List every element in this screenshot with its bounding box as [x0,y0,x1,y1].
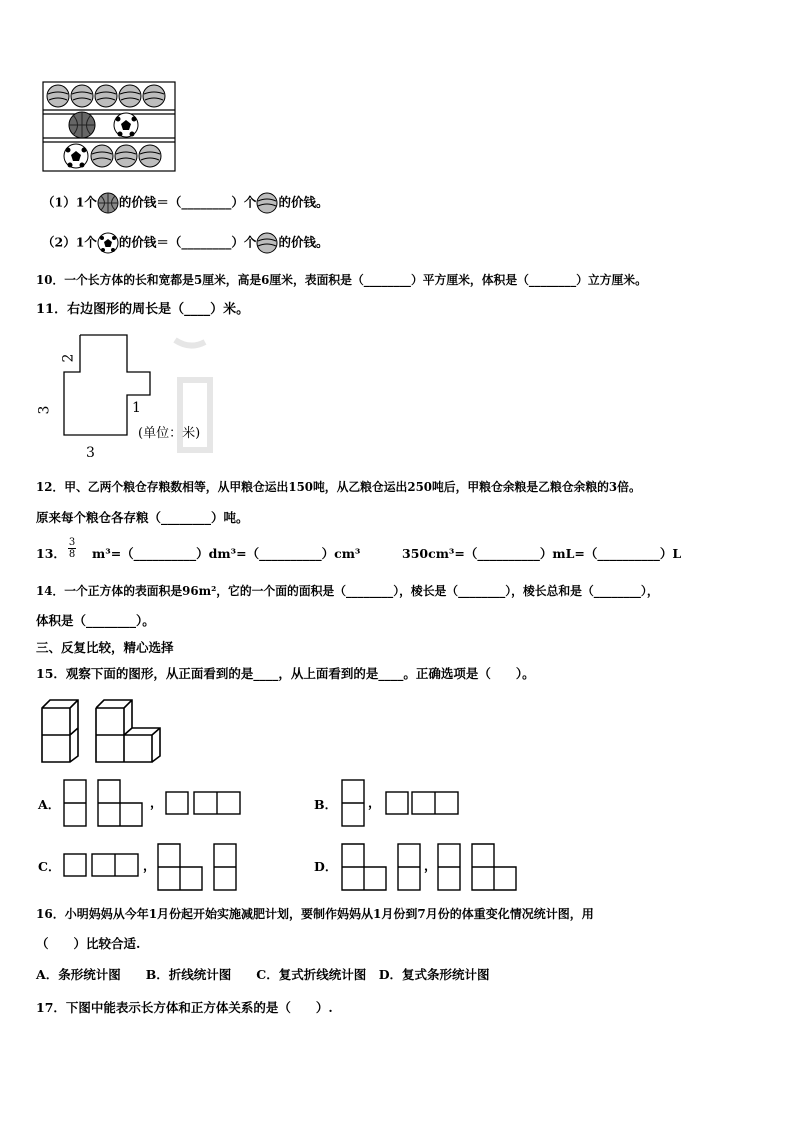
soccer-ball-icon [97,232,119,254]
cube-stack-figure [40,698,165,764]
volleyball-icon [47,85,69,107]
section-title: 三、反复比较，精心选择 [36,640,174,655]
volleyball-icon [119,85,141,107]
q16-line1: 16．小明妈妈从今年1月份起开始实施减肥计划，要制作妈妈从1月份到7月份的体重变化情况统计图，用 [36,907,594,921]
q10-text: 10．一个长方体的长和宽都是5厘米，高是6厘米，表面积是（________）平方厘米，体积是（________）立方厘米。 [36,273,647,287]
q9-line1-blank: ________ [181,194,232,210]
figure-label-bottom: 3 [86,445,95,461]
q15-option-d-label: D． [314,859,338,874]
q9-line2-blank: ________ [181,234,232,250]
volleyball-icon [95,85,117,107]
volleyball-icon [91,145,113,167]
figure-label-top: 2 [60,353,77,363]
q9-line1 [42,192,328,214]
q15-option-c-comma: ， [143,858,156,873]
q14-line2: 体积是（________）。 [36,613,155,628]
q13-fraction [68,537,76,560]
volleyball-icon [71,85,93,107]
q15-option-b-figures[interactable] [340,778,462,828]
q9-line1-suffix: 的价钱。 [278,194,329,210]
volleyball-icon [139,145,161,167]
q11-text: 11．右边图形的周长是（____）米。 [36,302,250,317]
q13-part2: 350cm³=（__________）mL=（__________）L [402,546,682,561]
soccer-ball-icon [114,113,138,137]
basketball-icon [69,112,95,138]
q12-line2: 原来每个粮仓各存粮（________）吨。 [36,510,249,525]
volleyball-icon [143,85,165,107]
q15-option-a-label: A． [38,797,61,812]
ball-shelf-figure [40,80,180,175]
q15-text: 15．观察下面的图形，从正面看到的是____，从上面看到的是____。正确选项是（ ）。 [36,666,535,681]
q12-line1: 12．甲、乙两个粮仓存粮数相等，从甲粮仓运出150吨，从乙粮仓运出250吨后，甲粮仓余粮是乙粮仓余粮的3倍。 [36,480,641,494]
q17-text: 17．下图中能表示长方体和正方体关系的是（ ）. [36,1000,333,1015]
q15-option-b-label: B． [314,797,338,812]
q9-line1-after: ）个 [231,194,257,210]
basketball-icon [97,192,119,214]
soccer-ball-icon [64,144,88,168]
q13-num: 13． [36,546,66,561]
q14-line1: 14．一个正方体的表面积是96m²，它的一个面的面积是（________），棱长是（________），棱长总和是（________）， [36,584,659,598]
q9-line2-after: ）个 [231,234,257,250]
q16-line2: （ ）比较合适. [36,936,141,951]
q9-line2-suffix: 的价钱。 [278,234,329,250]
q9-line2 [42,232,328,254]
q13-part1: m³=（__________）dm³=（__________）cm³ [92,546,361,561]
figure-label-left: 3 [36,405,53,415]
volleyball-icon [256,192,278,214]
q15-option-b-comma: ， [368,795,381,810]
q9-line2-prefix: （2）1个 [42,234,97,250]
figure-unit-label: (单位：米) [138,426,201,441]
q15-option-a-comma: ， [150,795,163,810]
q9-line1-prefix: （1）1个 [42,194,97,210]
q13-frac-den: 8 [68,549,76,560]
q9-line2-mid: 的价钱＝（ [118,234,182,250]
q15-option-d-comma: ， [424,858,437,873]
q16-options: A．条形统计图 B．折线统计图 C．复式折线统计图 D．复式条形统计图 [36,967,490,982]
q9-line1-mid: 的价钱＝（ [118,194,182,210]
figure-label-right: 1 [132,400,141,416]
q15-option-c-label: C． [38,859,61,874]
volleyball-icon [256,232,278,254]
volleyball-icon [115,145,137,167]
q13-frac-num: 3 [68,537,76,548]
